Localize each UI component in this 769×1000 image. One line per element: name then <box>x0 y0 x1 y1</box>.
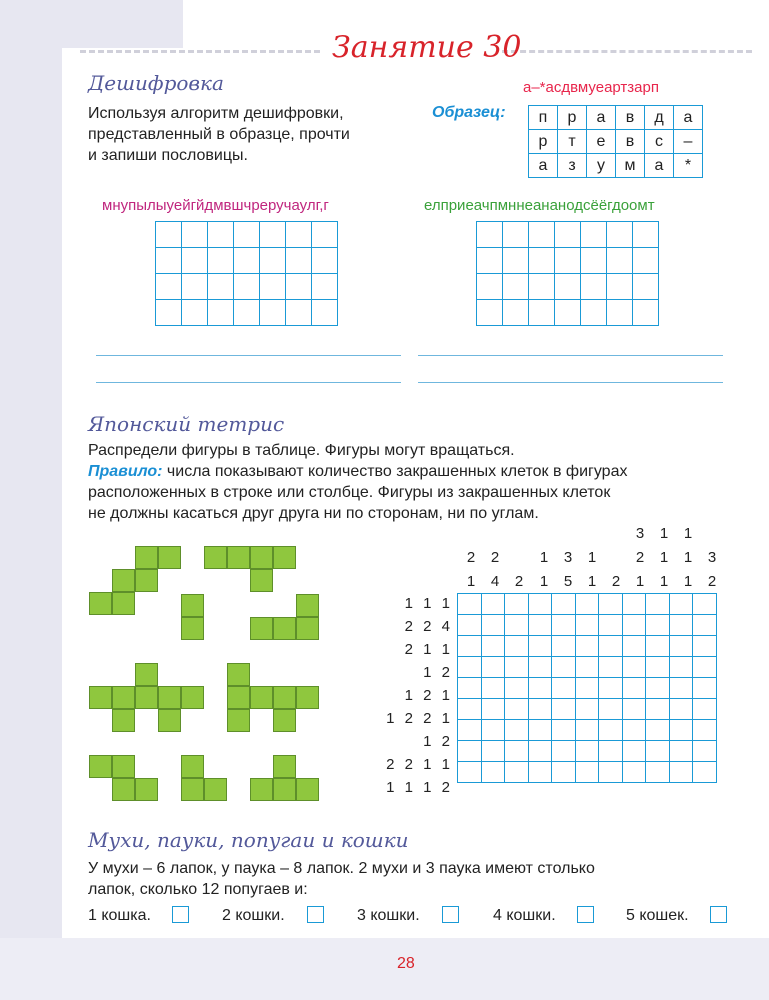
grid-cell[interactable] <box>505 720 529 741</box>
grid-cell[interactable] <box>234 248 260 274</box>
title-rule-left <box>80 50 320 53</box>
sample-cell: в <box>616 130 645 154</box>
grid-cell[interactable] <box>528 720 552 741</box>
grid-cell[interactable] <box>503 248 529 274</box>
column-clue: 1 <box>659 549 669 566</box>
column-clue: 1 <box>635 573 645 590</box>
sample-cell: м <box>616 154 645 178</box>
grid-cell[interactable] <box>599 699 623 720</box>
grid-cell[interactable] <box>575 699 599 720</box>
column-clue: 2 <box>611 573 621 590</box>
sample-cell: р <box>558 106 587 130</box>
grid-cell[interactable] <box>599 720 623 741</box>
grid-cell[interactable] <box>156 248 182 274</box>
piece-cell[interactable] <box>273 709 296 732</box>
answer-line[interactable] <box>96 355 401 356</box>
grid-cell[interactable] <box>481 594 505 615</box>
column-clue: 1 <box>587 549 597 566</box>
grid-cell[interactable] <box>312 274 338 300</box>
grid-cell[interactable] <box>481 720 505 741</box>
row-clue: 2 2 4 <box>404 618 450 635</box>
option-label: 5 кошек. <box>626 907 689 924</box>
grid-cell[interactable] <box>581 248 607 274</box>
answer-line[interactable] <box>418 355 723 356</box>
grid-cell[interactable] <box>156 274 182 300</box>
grid-cell[interactable] <box>182 300 208 326</box>
piece-cell[interactable] <box>158 546 181 569</box>
piece-cell[interactable] <box>227 709 250 732</box>
grid-cell[interactable] <box>693 636 717 657</box>
piece-cell[interactable] <box>112 755 135 778</box>
column-clue: 1 <box>683 549 693 566</box>
option-checkbox[interactable] <box>577 906 594 923</box>
grid-cell[interactable] <box>477 222 503 248</box>
piece-cell[interactable] <box>204 778 227 801</box>
grid-cell[interactable] <box>552 636 576 657</box>
piece-cell[interactable] <box>135 686 158 709</box>
row-clue: 1 2 <box>423 664 450 681</box>
grid-cell[interactable] <box>693 720 717 741</box>
piece-cell[interactable] <box>112 686 135 709</box>
grid-cell[interactable] <box>581 222 607 248</box>
grid-cell[interactable] <box>208 222 234 248</box>
grid-cell[interactable] <box>208 274 234 300</box>
grid-cell[interactable] <box>607 222 633 248</box>
rule-text: расположенных в строке или столбце. Фигуры из закрашенных клеток <box>88 484 611 501</box>
grid-cell[interactable] <box>633 248 659 274</box>
grid-cell[interactable] <box>646 741 670 762</box>
grid-cell[interactable] <box>528 657 552 678</box>
column-clue: 3 <box>635 525 645 542</box>
page-footer-band <box>0 938 769 1000</box>
sample-grid <box>528 105 703 178</box>
grid-cell[interactable] <box>575 594 599 615</box>
piece-cell[interactable] <box>89 755 112 778</box>
column-clue: 3 <box>563 549 573 566</box>
column-clue: 2 <box>635 549 645 566</box>
sample-label: Образец: <box>432 104 506 121</box>
rule-text: числа показывают количество закрашенных клеток в фигурах <box>162 463 628 480</box>
grid-cell[interactable] <box>646 636 670 657</box>
grid-cell[interactable] <box>156 222 182 248</box>
code-left: мнупылыуейгйдмвшчреручаулг,г <box>102 197 329 214</box>
lesson-title: Занятие 30 <box>332 30 522 65</box>
grid-cell[interactable] <box>552 657 576 678</box>
option-checkbox[interactable] <box>172 906 189 923</box>
grid-cell[interactable] <box>646 615 670 636</box>
page-corner-band <box>0 0 183 48</box>
grid-cell[interactable] <box>503 274 529 300</box>
row-clue: 1 2 1 <box>404 687 450 704</box>
grid-cell[interactable] <box>529 222 555 248</box>
piece-cell[interactable] <box>296 617 319 640</box>
piece-cell[interactable] <box>112 569 135 592</box>
column-clue: 2 <box>466 549 476 566</box>
grid-cell[interactable] <box>607 300 633 326</box>
piece-cell[interactable] <box>250 778 273 801</box>
grid-cell[interactable] <box>458 636 482 657</box>
grid-cell[interactable] <box>458 657 482 678</box>
sample-code: а–*асдвмуеартзарп <box>523 79 659 96</box>
grid-cell[interactable] <box>260 222 286 248</box>
piece-cell[interactable] <box>250 569 273 592</box>
grid-cell[interactable] <box>693 657 717 678</box>
grid-cell[interactable] <box>646 720 670 741</box>
grid-cell[interactable] <box>633 300 659 326</box>
sample-cell: з <box>558 154 587 178</box>
sample-cell: в <box>616 106 645 130</box>
grid-cell[interactable] <box>646 699 670 720</box>
grid-cell[interactable] <box>669 678 693 699</box>
option-checkbox[interactable] <box>442 906 459 923</box>
grid-cell[interactable] <box>552 615 576 636</box>
sample-cell: а <box>529 154 558 178</box>
grid-cell[interactable] <box>528 762 552 783</box>
row-clue: 2 1 1 <box>404 641 450 658</box>
sample-cell: – <box>674 130 703 154</box>
piece-cell[interactable] <box>273 755 296 778</box>
grid-cell[interactable] <box>622 699 646 720</box>
column-clue: 1 <box>539 573 549 590</box>
column-clue: 2 <box>490 549 500 566</box>
grid-cell[interactable] <box>505 657 529 678</box>
piece-cell[interactable] <box>112 709 135 732</box>
grid-cell[interactable] <box>312 222 338 248</box>
piece-cell[interactable] <box>250 617 273 640</box>
tetris-instruction <box>88 440 736 524</box>
option-checkbox[interactable] <box>307 906 324 923</box>
instruction-line: Распредели фигуры в таблице. Фигуры могут вращаться. <box>88 442 515 459</box>
tetris-grid[interactable] <box>457 593 717 783</box>
grid-cell[interactable] <box>693 699 717 720</box>
piece-cell[interactable] <box>112 592 135 615</box>
sample-cell: р <box>529 130 558 154</box>
grid-cell[interactable] <box>182 248 208 274</box>
piece-cell[interactable] <box>250 546 273 569</box>
grid-cell[interactable] <box>622 594 646 615</box>
grid-cell[interactable] <box>646 594 670 615</box>
grid-cell[interactable] <box>599 678 623 699</box>
grid-cell[interactable] <box>208 248 234 274</box>
row-clue: 1 2 2 1 <box>386 710 450 727</box>
rule-label: Правило: <box>88 463 163 480</box>
piece-cell[interactable] <box>181 617 204 640</box>
piece-cell[interactable] <box>296 778 319 801</box>
grid-cell[interactable] <box>481 615 505 636</box>
grid-cell[interactable] <box>552 762 576 783</box>
piece-cell[interactable] <box>181 594 204 617</box>
sample-cell: п <box>529 106 558 130</box>
section-title-decoding: Дешифровка <box>88 71 224 95</box>
instruction-line: Используя алгоритм дешифровки, <box>88 105 344 122</box>
grid-cell[interactable] <box>260 248 286 274</box>
grid-cell[interactable] <box>286 300 312 326</box>
answer-line[interactable] <box>96 382 401 383</box>
column-clue: 1 <box>539 549 549 566</box>
sample-cell: * <box>674 154 703 178</box>
piece-cell[interactable] <box>181 686 204 709</box>
grid-cell[interactable] <box>505 762 529 783</box>
piece-cell[interactable] <box>273 546 296 569</box>
piece-cell[interactable] <box>181 755 204 778</box>
grid-cell[interactable] <box>260 300 286 326</box>
grid-cell[interactable] <box>458 762 482 783</box>
sample-cell: а <box>674 106 703 130</box>
grid-cell[interactable] <box>599 657 623 678</box>
section-title-tetris: Японский тетрис <box>88 412 285 436</box>
column-clue: 1 <box>683 525 693 542</box>
grid-cell[interactable] <box>458 720 482 741</box>
grid-cell[interactable] <box>505 741 529 762</box>
row-clue: 1 2 <box>423 733 450 750</box>
sample-cell: е <box>587 130 616 154</box>
column-clue: 5 <box>563 573 573 590</box>
option-label: 2 кошки. <box>222 907 285 924</box>
section-title-animals: Мухи, пауки, попугаи и кошки <box>88 828 409 852</box>
option-label: 1 кошка. <box>88 907 151 924</box>
grid-cell[interactable] <box>481 678 505 699</box>
column-clue: 2 <box>707 573 717 590</box>
row-clue: 1 1 1 <box>404 595 450 612</box>
grid-cell[interactable] <box>575 741 599 762</box>
grid-cell[interactable] <box>575 762 599 783</box>
piece-cell[interactable] <box>89 686 112 709</box>
answer-line[interactable] <box>418 382 723 383</box>
grid-cell[interactable] <box>646 678 670 699</box>
sample-cell: т <box>558 130 587 154</box>
column-clue: 2 <box>514 573 524 590</box>
grid-cell[interactable] <box>477 300 503 326</box>
grid-cell[interactable] <box>622 741 646 762</box>
grid-cell[interactable] <box>693 762 717 783</box>
decode-grid-right[interactable] <box>476 221 659 326</box>
grid-cell[interactable] <box>477 248 503 274</box>
column-clue: 1 <box>683 573 693 590</box>
column-clue: 1 <box>659 573 669 590</box>
grid-cell[interactable] <box>575 636 599 657</box>
grid-cell[interactable] <box>529 248 555 274</box>
grid-cell[interactable] <box>669 657 693 678</box>
option-checkbox[interactable] <box>710 906 727 923</box>
grid-cell[interactable] <box>669 699 693 720</box>
piece-cell[interactable] <box>227 686 250 709</box>
grid-cell[interactable] <box>528 678 552 699</box>
task-line: лапок, сколько 12 попугаев и: <box>88 881 308 898</box>
piece-cell[interactable] <box>158 686 181 709</box>
piece-cell[interactable] <box>135 569 158 592</box>
grid-cell[interactable] <box>529 274 555 300</box>
grid-cell[interactable] <box>552 678 576 699</box>
grid-cell[interactable] <box>182 222 208 248</box>
grid-cell[interactable] <box>646 657 670 678</box>
piece-cell[interactable] <box>135 663 158 686</box>
grid-cell[interactable] <box>528 636 552 657</box>
grid-cell[interactable] <box>182 274 208 300</box>
piece-cell[interactable] <box>273 686 296 709</box>
grid-cell[interactable] <box>607 248 633 274</box>
grid-cell[interactable] <box>575 615 599 636</box>
grid-cell[interactable] <box>552 720 576 741</box>
grid-cell[interactable] <box>458 699 482 720</box>
grid-cell[interactable] <box>505 615 529 636</box>
sample-cell: а <box>587 106 616 130</box>
grid-cell[interactable] <box>669 594 693 615</box>
title-rule-right <box>502 50 752 53</box>
grid-cell[interactable] <box>505 678 529 699</box>
sample-cell: д <box>645 106 674 130</box>
code-right: елприеачпмннеананодсёёгдоомт <box>424 197 655 214</box>
grid-cell[interactable] <box>599 636 623 657</box>
grid-cell[interactable] <box>528 699 552 720</box>
grid-cell[interactable] <box>286 274 312 300</box>
grid-cell[interactable] <box>669 741 693 762</box>
grid-cell[interactable] <box>693 741 717 762</box>
grid-cell[interactable] <box>286 222 312 248</box>
rule-text: не должны касаться друг друга ни по сторонам, ни по углам. <box>88 505 539 522</box>
grid-cell[interactable] <box>555 248 581 274</box>
grid-cell[interactable] <box>529 300 555 326</box>
option-label: 4 кошки. <box>493 907 556 924</box>
column-clue: 3 <box>707 549 717 566</box>
grid-cell[interactable] <box>208 300 234 326</box>
grid-cell[interactable] <box>693 678 717 699</box>
grid-cell[interactable] <box>234 274 260 300</box>
grid-cell[interactable] <box>528 594 552 615</box>
grid-cell[interactable] <box>555 222 581 248</box>
piece-cell[interactable] <box>204 546 227 569</box>
grid-cell[interactable] <box>633 274 659 300</box>
piece-cell[interactable] <box>273 617 296 640</box>
grid-cell[interactable] <box>669 720 693 741</box>
grid-cell[interactable] <box>156 300 182 326</box>
grid-cell[interactable] <box>458 615 482 636</box>
piece-cell[interactable] <box>112 778 135 801</box>
instruction-line: представленный в образце, прочти <box>88 126 350 143</box>
grid-cell[interactable] <box>458 594 482 615</box>
sample-cell: с <box>645 130 674 154</box>
page-number: 28 <box>397 955 415 972</box>
grid-cell[interactable] <box>458 678 482 699</box>
page-margin-band <box>0 0 62 1000</box>
grid-cell[interactable] <box>555 300 581 326</box>
grid-cell[interactable] <box>481 762 505 783</box>
instruction-line: и запиши пословицы. <box>88 147 248 164</box>
grid-cell[interactable] <box>477 274 503 300</box>
piece-cell[interactable] <box>227 663 250 686</box>
column-clue: 1 <box>659 525 669 542</box>
grid-cell[interactable] <box>503 300 529 326</box>
grid-cell[interactable] <box>622 762 646 783</box>
grid-cell[interactable] <box>622 615 646 636</box>
grid-cell[interactable] <box>528 741 552 762</box>
grid-cell[interactable] <box>581 274 607 300</box>
grid-cell[interactable] <box>234 300 260 326</box>
grid-cell[interactable] <box>599 762 623 783</box>
grid-cell[interactable] <box>693 615 717 636</box>
grid-cell[interactable] <box>575 657 599 678</box>
grid-cell[interactable] <box>575 678 599 699</box>
task-line: У мухи – 6 лапок, у паука – 8 лапок. 2 мухи и 3 паука имеют столько <box>88 860 595 877</box>
grid-cell[interactable] <box>599 741 623 762</box>
decoding-instruction <box>88 103 418 166</box>
grid-cell[interactable] <box>481 657 505 678</box>
grid-cell[interactable] <box>458 741 482 762</box>
grid-cell[interactable] <box>505 699 529 720</box>
grid-cell[interactable] <box>622 636 646 657</box>
piece-cell[interactable] <box>296 686 319 709</box>
piece-cell[interactable] <box>135 778 158 801</box>
grid-cell[interactable] <box>633 222 659 248</box>
piece-cell[interactable] <box>89 592 112 615</box>
grid-cell[interactable] <box>234 222 260 248</box>
piece-cell[interactable] <box>296 594 319 617</box>
piece-cell[interactable] <box>250 686 273 709</box>
grid-cell[interactable] <box>528 615 552 636</box>
column-clue: 4 <box>490 573 500 590</box>
grid-cell[interactable] <box>622 678 646 699</box>
grid-cell[interactable] <box>669 636 693 657</box>
option-label: 3 кошки. <box>357 907 420 924</box>
piece-cell[interactable] <box>158 709 181 732</box>
grid-cell[interactable] <box>646 762 670 783</box>
grid-cell[interactable] <box>622 720 646 741</box>
decode-grid-left[interactable] <box>155 221 338 326</box>
animals-task <box>88 858 736 900</box>
column-clue: 1 <box>466 573 476 590</box>
grid-cell[interactable] <box>312 248 338 274</box>
piece-cell[interactable] <box>227 546 250 569</box>
grid-cell[interactable] <box>599 615 623 636</box>
piece-cell[interactable] <box>135 546 158 569</box>
grid-cell[interactable] <box>481 741 505 762</box>
grid-cell[interactable] <box>607 274 633 300</box>
grid-cell[interactable] <box>481 636 505 657</box>
grid-cell[interactable] <box>622 657 646 678</box>
grid-cell[interactable] <box>552 741 576 762</box>
grid-cell[interactable] <box>555 274 581 300</box>
grid-cell[interactable] <box>286 248 312 274</box>
grid-cell[interactable] <box>552 594 576 615</box>
grid-cell[interactable] <box>693 594 717 615</box>
grid-cell[interactable] <box>552 699 576 720</box>
grid-cell[interactable] <box>481 699 505 720</box>
grid-cell[interactable] <box>312 300 338 326</box>
grid-cell[interactable] <box>575 720 599 741</box>
grid-cell[interactable] <box>260 274 286 300</box>
grid-cell[interactable] <box>669 615 693 636</box>
column-clue: 1 <box>587 573 597 590</box>
piece-cell[interactable] <box>181 778 204 801</box>
grid-cell[interactable] <box>599 594 623 615</box>
row-clue: 1 1 1 2 <box>386 779 450 796</box>
grid-cell[interactable] <box>505 594 529 615</box>
row-clue: 2 2 1 1 <box>386 756 450 773</box>
sample-cell: у <box>587 154 616 178</box>
piece-cell[interactable] <box>273 778 296 801</box>
sample-cell: а <box>645 154 674 178</box>
grid-cell[interactable] <box>669 762 693 783</box>
grid-cell[interactable] <box>581 300 607 326</box>
grid-cell[interactable] <box>505 636 529 657</box>
grid-cell[interactable] <box>503 222 529 248</box>
